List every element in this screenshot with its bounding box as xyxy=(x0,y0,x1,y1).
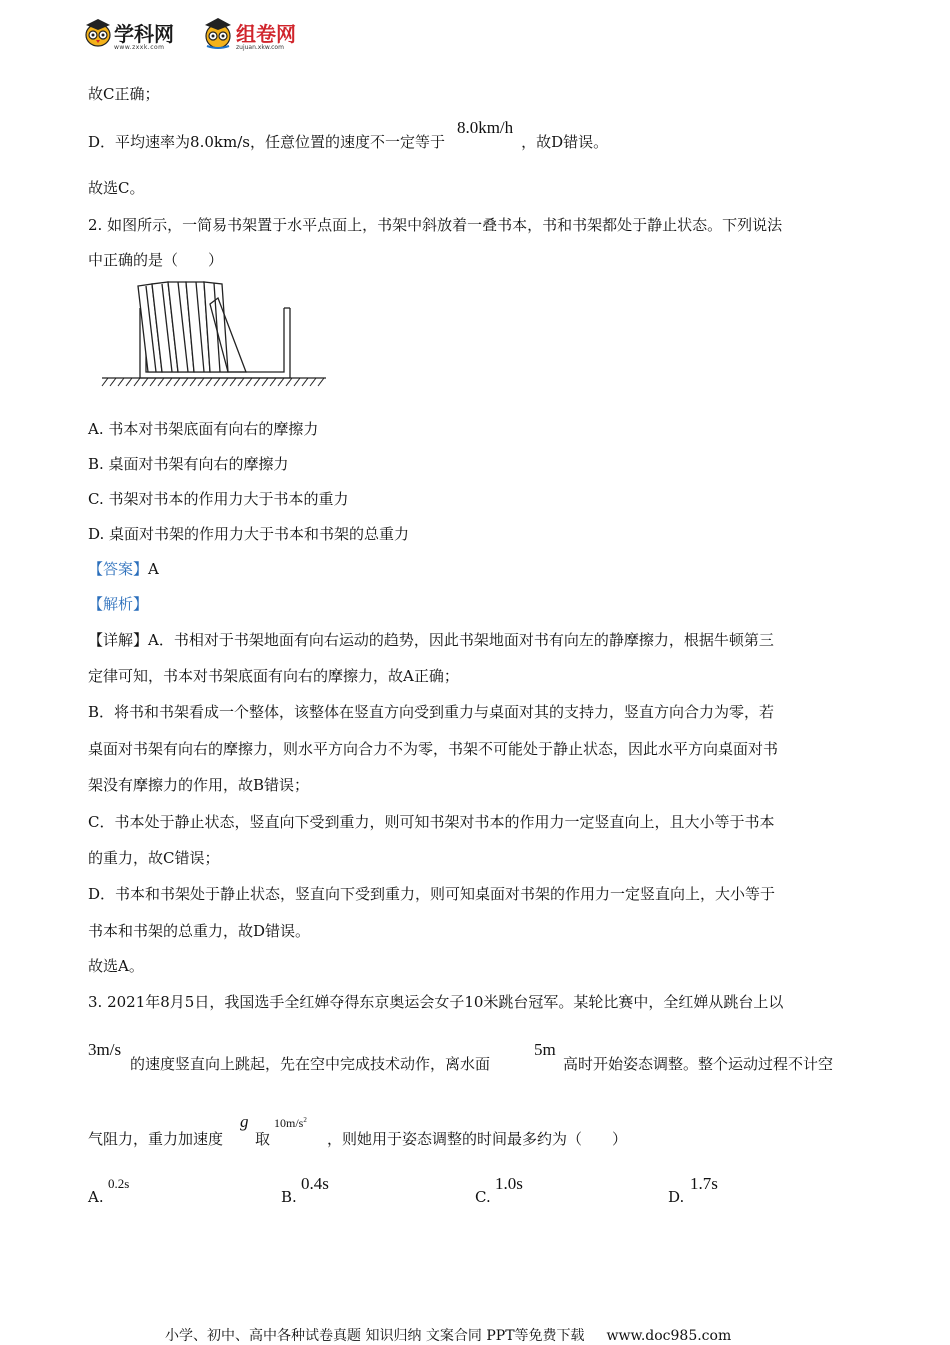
q3-option-b-label: B. xyxy=(281,1188,297,1206)
q3-option-a-value: 0.2s xyxy=(108,1176,130,1191)
q2-option-c: C. 书架对书本的作用力大于书本的重力 xyxy=(88,490,349,508)
logo-zujuan-sub: zujuan.xkw.com xyxy=(236,44,284,51)
q3-option-b-value: 0.4s xyxy=(301,1174,329,1193)
q2-option-d: D. 桌面对书架的作用力大于书本和书架的总重力 xyxy=(88,525,410,543)
logo-zxxk-sub: www.zxxk.com xyxy=(114,44,165,51)
logo-zxxk-text: 学科网 xyxy=(114,22,174,46)
bookshelf-figure xyxy=(100,278,330,390)
prev-line-d-a: D．平均速率为8.0km/s，任意位置的速度不一定等于 xyxy=(88,133,445,151)
q2-detail-4a: D．书本和书架处于静止状态，竖直向下受到重力，则可知桌面对书架的作用力一定竖直向上，大小等于 xyxy=(88,885,776,903)
q3-stem-line1: 3. 2021年8月5日，我国选手全红婵夺得东京奥运会女子10米跳台冠军。某轮比赛中，全红婵从跳台上以 xyxy=(88,993,784,1011)
q3-stem-line3c: ，则她用于姿态调整的时间最多约为（ ） xyxy=(327,1130,628,1148)
q3-option-a-label: A. xyxy=(88,1188,104,1206)
q3-option-c-value: 1.0s xyxy=(495,1174,523,1193)
prev-line-d-b: ，故D错误。 xyxy=(521,133,609,151)
q3-g-symbol: g xyxy=(240,1112,249,1131)
q2-detail-1b: 定律可知，书本对书架底面有向右的摩擦力，故A正确； xyxy=(88,667,459,685)
footer-text: 小学、初中、高中各种试卷真题 知识归纳 文案合同 PPT等免费下载 xyxy=(165,1328,585,1344)
q2-answer-tag: 【答案】 xyxy=(88,560,149,578)
prev-line-d xyxy=(88,118,609,152)
header-logos xyxy=(84,14,314,58)
q2-detail-1a: 【详解】A．书相对于书架地面有向右运动的趋势，因此书架地面对书有向左的静摩擦力，根据牛顿第三 xyxy=(88,631,774,649)
owl-logo-icon xyxy=(84,18,112,48)
q2-option-b: B. 桌面对书架有向右的摩擦力 xyxy=(88,455,289,473)
q3-stem-line3a: 气阻力，重力加速度 xyxy=(88,1130,224,1148)
q2-option-a: A. 书本对书架底面有向右的摩擦力 xyxy=(88,420,319,438)
q2-answer-value: A xyxy=(148,560,159,578)
prev-line-c: 故C正确； xyxy=(88,85,160,103)
q3-stem-line2b: 高时开始姿态调整。整个运动过程不计空 xyxy=(563,1055,834,1073)
q2-detail-2c: 架没有摩擦力的作用，故B错误； xyxy=(88,776,310,794)
q2-stem-line1: 2. 如图所示，一简易书架置于水平点面上，书架中斜放着一叠书本，书和书架都处于静止状态。下列说法 xyxy=(88,216,783,234)
q3-stem-line3b: 取 xyxy=(255,1130,271,1148)
q2-analysis-tag: 【解析】 xyxy=(88,595,149,613)
q2-answer xyxy=(88,558,159,579)
prev-conclusion: 故选C。 xyxy=(88,179,145,197)
q2-stem-line2: 中正确的是（ ） xyxy=(88,251,224,269)
q2-detail-4b: 书本和书架的总重力，故D错误。 xyxy=(88,922,311,940)
q2-detail-2a: B．将书和书架看成一个整体，该整体在竖直方向受到重力与桌面对其的支持力，竖直方向合力为零，若 xyxy=(88,703,775,721)
owl-logo-2-icon xyxy=(202,16,234,50)
q3-option-c-label: C. xyxy=(475,1188,491,1206)
q2-detail-2b: 桌面对书架有向右的摩擦力，则水平方向合力不为零，书架不可能处于静止状态，因此水平方向桌面对书 xyxy=(88,740,779,758)
q2-conclusion: 故选A。 xyxy=(88,957,144,975)
logo-zujuan-text: 组卷网 xyxy=(236,22,296,46)
q2-detail-3b: 的重力，故C错误； xyxy=(88,849,220,867)
prev-line-d-math: 8.0km/h xyxy=(456,118,514,137)
q2-detail-3a: C．书本处于静止状态，竖直向下受到重力，则可知书架对书本的作用力一定竖直向上，且大小等于书本 xyxy=(88,813,775,831)
q3-option-d-label: D. xyxy=(668,1188,685,1206)
q3-v0: 3m/s xyxy=(88,1040,122,1059)
footer-url[interactable]: www.doc985.com xyxy=(606,1328,732,1344)
q3-height: 5m xyxy=(534,1040,556,1059)
page-footer xyxy=(165,1325,731,1345)
q3-g-value-exp: 2 xyxy=(303,1116,307,1124)
q3-option-d-value: 1.7s xyxy=(690,1174,718,1193)
q3-g-value xyxy=(274,1116,307,1131)
q3-stem-line2a: 的速度竖直向上跳起，先在空中完成技术动作，离水面 xyxy=(130,1055,491,1073)
q3-g-value-base: 10m/s xyxy=(274,1116,304,1130)
